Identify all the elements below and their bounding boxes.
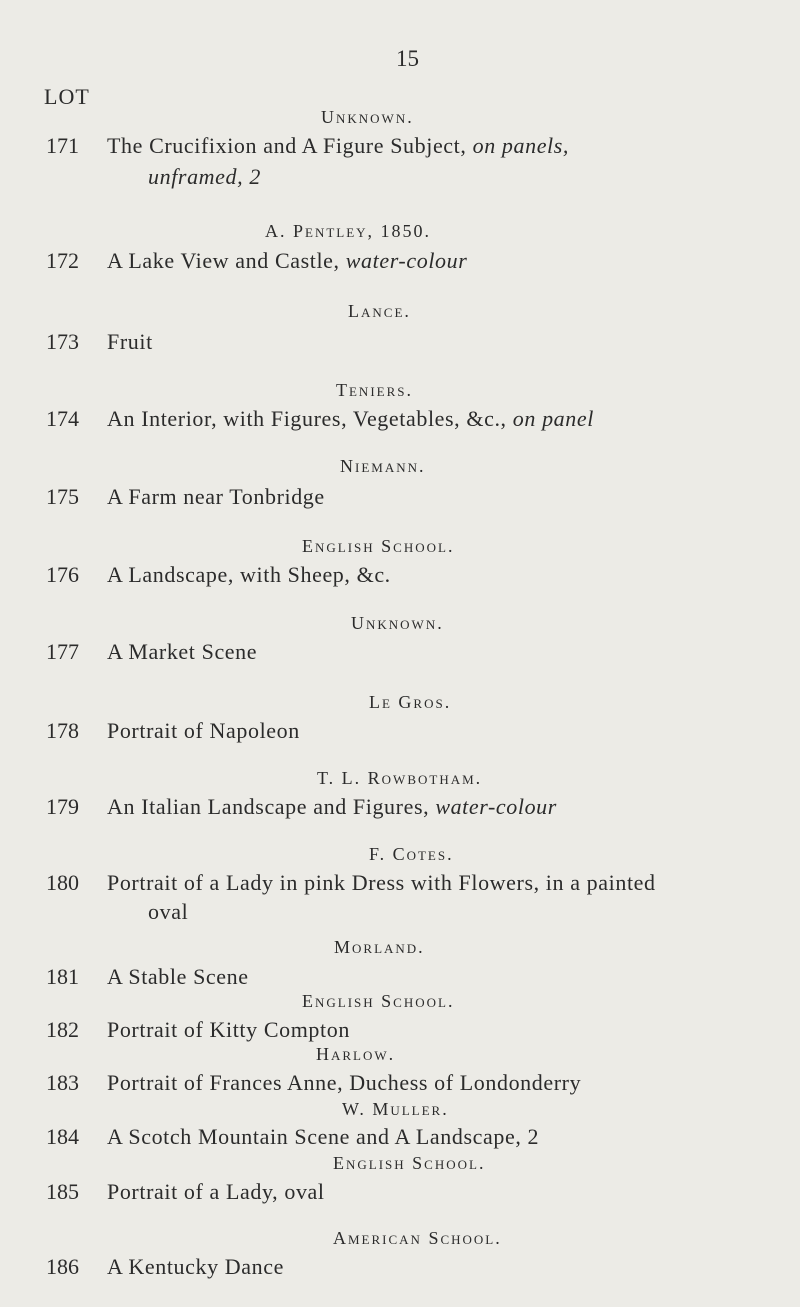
lot-title: A Lake View and Castle, water-colour [107,248,468,273]
lot-number: 173 [46,329,79,354]
page-number: 15 [396,46,419,71]
artist-name: English School. [302,991,455,1011]
lot-number: 174 [46,406,79,431]
lot-title: A Farm near Tonbridge [107,484,325,509]
lot-title: Portrait of a Lady, oval [107,1179,325,1204]
lot-number: 177 [46,639,79,664]
lot-title: An Italian Landscape and Figures, water-colour [107,794,557,819]
lot-number: 182 [46,1017,79,1042]
lot-number: 178 [46,718,79,743]
artist-name: Harlow. [316,1044,396,1064]
artist-name: Lance. [348,301,411,321]
lot-title: A Landscape, with Sheep, &c. [107,562,391,587]
lot-title: A Market Scene [107,639,258,664]
artist-name: F. Cotes. [369,844,454,864]
lot-number: 176 [46,562,79,587]
artist-name: W. Muller. [342,1099,449,1119]
artist-name: Le Gros. [369,692,452,712]
lot-number: 183 [46,1070,79,1095]
lot-medium: water-colour [435,794,557,819]
lot-number: 172 [46,248,79,273]
lot-medium: on panel [512,406,594,431]
artist-name: T. L. Rowbotham. [317,768,483,788]
artist-name: Teniers. [336,380,413,400]
lot-title: Portrait of a Lady in pink Dress with Flowers, in a painted [107,870,656,895]
lot-number: 181 [46,964,79,989]
artist-name: Unknown. [321,107,414,127]
lot-title: Portrait of Napoleon [107,718,300,743]
lot-number: 171 [46,133,79,158]
lot-number: 186 [46,1254,79,1279]
lot-title-continuation: oval [148,899,189,924]
lot-title: Fruit [107,329,153,354]
artist-name: Unknown. [351,613,444,633]
lot-title: A Scotch Mountain Scene and A Landscape, 2 [107,1124,540,1149]
artist-name: English School. [302,536,455,556]
artist-name: English School. [333,1153,486,1173]
lot-title: Portrait of Kitty Compton [107,1017,350,1042]
lot-number: 180 [46,870,79,895]
lot-number: 175 [46,484,79,509]
artist-name: A. Pentley, 1850. [265,221,432,241]
artist-name: Niemann. [340,456,426,476]
lot-number: 179 [46,794,79,819]
lot-title: A Stable Scene [107,964,249,989]
lot-medium: water-colour [345,248,468,273]
lot-title-continuation: unframed, 2 [148,164,261,189]
lot-title: An Interior, with Figures, Vegetables, &c., on panel [107,406,594,431]
lot-title: The Crucifixion and A Figure Subject, on panels, [107,133,570,158]
lot-medium: on panels, [472,133,570,158]
artist-name: American School. [333,1228,502,1248]
lot-number: 184 [46,1124,79,1149]
lot-column-heading: LOT [44,84,90,109]
lot-number: 185 [46,1179,79,1204]
artist-name: Morland. [334,937,425,957]
lot-title: Portrait of Frances Anne, Duchess of Londonderry [107,1070,582,1095]
lot-title: A Kentucky Dance [107,1254,284,1279]
